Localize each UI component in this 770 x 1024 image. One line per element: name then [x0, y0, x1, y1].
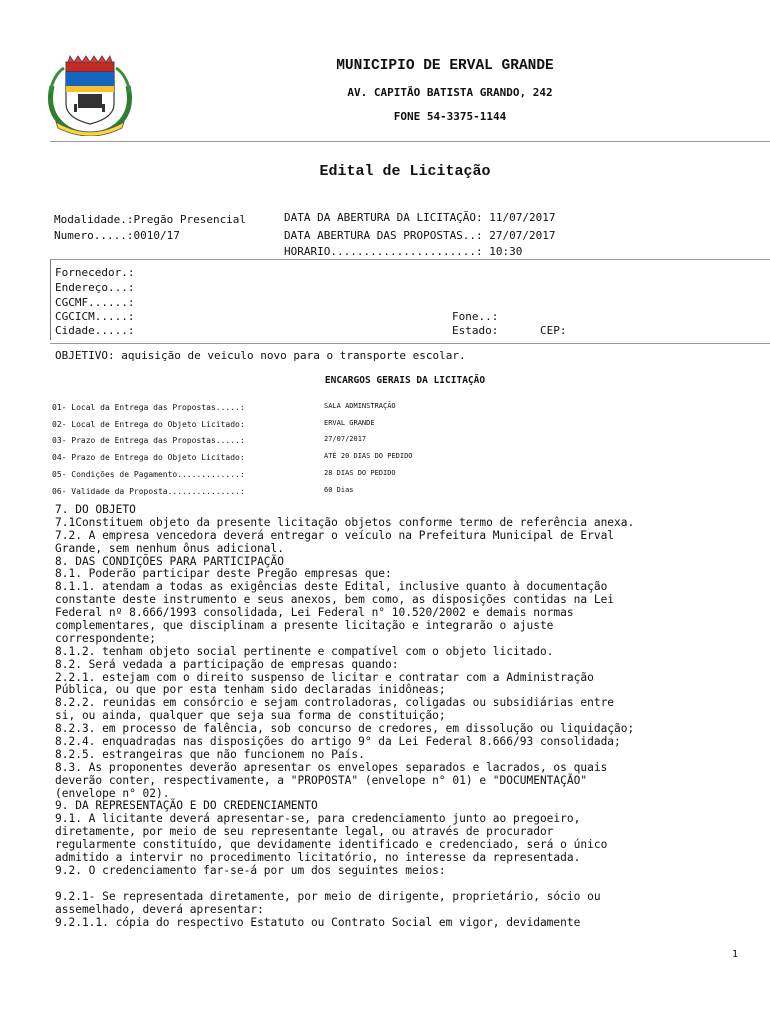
fone-field: Fone..: [452, 310, 499, 323]
body-line: assemelhado, deverá apresentar: [55, 902, 264, 916]
encargos-title: ENCARGOS GERAIS DA LICITAÇÃO [324, 375, 486, 386]
body-line: 7.1Constituem objeto da presente licitação objetos conforme termo de referência anexa. [55, 515, 635, 529]
body-line: correspondente; [55, 631, 157, 645]
page-number: 1 [732, 949, 739, 960]
encargo-label: 05- Condições de Pagamento.............: [52, 470, 245, 479]
cgcicm-field: CGCICM.....: [55, 310, 135, 323]
encargo-value: ERVAL GRANDE [324, 419, 375, 427]
body-line: (envelope n° 02). [55, 786, 170, 800]
body-line: Pública, ou que por esta tenham sido declaradas inidôneas; [55, 683, 446, 697]
numero-field: Numero.....:0010/17 [54, 229, 180, 242]
body-line: 8.2.4. enquadradas nas disposições do artigo 9° da Lei Federal 8.666/93 consolidada; [55, 735, 621, 749]
header-divider [50, 141, 770, 142]
horario-field: HORARIO......................: 10:30 [284, 245, 523, 258]
body-line: 8.2. Será vedada a participação de empresas quando: [55, 657, 399, 671]
body-line: 8.2.3. em processo de falência, sob concurso de credores, em dissolução ou liquidação; [55, 722, 635, 736]
encargo-label: 02- Local de Entrega do Objeto Licitado: [52, 420, 245, 429]
body-line: 8. DAS CONDIÇÕES PARA PARTICIPAÇÃO [55, 554, 285, 568]
body-line: constante deste instrumento e seus anexos, bem como, as disposições contidas na Lei [55, 593, 615, 607]
encargo-value: 28 DIAS DO PEDIDO [324, 469, 396, 477]
body-line: 9.2.1- Se representada diretamente, por meio de dirigente, proprietário, sócio ou [55, 889, 601, 903]
body-line: 7.2. A empresa vencedora deverá entregar o veículo na Prefeitura Municipal de Erval [55, 528, 615, 542]
body-line: 8.1. Poderão participar deste Pregão empresas que: [55, 567, 392, 581]
supplier-divider [50, 343, 770, 344]
body-line: 8.2.2. reunidas em consórcio e sejam controladoras, coligadas ou subsidiárias entre [55, 696, 615, 710]
municipality-name: MUNICIPIO DE ERVAL GRANDE [336, 58, 554, 74]
body-line: 8.1.2. tenham objeto social pertinente e compatível com o objeto licitado. [55, 644, 554, 658]
encargo-value: 27/07/2017 [324, 435, 367, 443]
body-line: Federal nº 8.666/1993 consolidada, Lei Federal n° 10.520/2002 e demais normas [55, 606, 574, 620]
body-line: 2.2.1. estejam com o direito suspenso de licitar e contratar com a Administração [55, 670, 594, 684]
body-line: 8.1.1. atendam a todas as exigências deste Edital, inclusive quanto à documentação [55, 580, 608, 594]
body-line: 7. DO OBJETO [55, 503, 136, 516]
encargo-value: ATÉ 20 DIAS DO PEDIDO [324, 452, 413, 460]
body-line: 8.2.5. estrangeiras que não funcionem no País. [55, 747, 365, 761]
encargo-value: SALA ADMINSTRAÇÃO [324, 402, 396, 410]
body-line [55, 878, 755, 891]
body-line: 9.1. A licitante deverá apresentar-se, para credenciamento junto ao pregoeiro, [55, 812, 581, 826]
modalidade-field: Modalidade.:Pregão Presencial [54, 213, 247, 226]
body-line: admitido a intervir no procedimento licitatório, no interesse da representada. [55, 851, 581, 865]
body-line: 8.3. As proponentes deverão apresentar os envelopes separados e lacrados, os quais [55, 760, 608, 774]
body-line: 9. DA REPRESENTAÇÃO E DO CREDENCIAMENTO [55, 799, 318, 813]
data-abertura-field: DATA DA ABERTURA DA LICITAÇÃO: 11/07/2017 [284, 211, 556, 224]
encargo-label: 01- Local da Entrega das Propostas.....: [52, 403, 245, 412]
estado-field: Estado: [452, 324, 499, 337]
body-line: diretamente, por meio de seu representante legal, ou através de procurador [55, 825, 554, 839]
objetivo-text: OBJETIVO: aquisição de veiculo novo para o transporte escolar. [55, 349, 466, 362]
cgcmf-field: CGCMF......: [55, 296, 135, 309]
encargo-label: 03- Prazo de Entrega das Propostas.....: [52, 436, 245, 445]
body-line: 9.2. O credenciamento far-se-á por um dos seguintes meios: [55, 863, 446, 877]
body-line: si, ou ainda, qualquer que seja sua forma de constituição; [55, 709, 446, 723]
supplier-box [50, 260, 770, 340]
body-line: deverão conter, respectivamente, a "PROPOSTA" (envelope n° 01) e "DOCUMENTAÇÃO" [55, 773, 588, 787]
body-line: Grande, sem nenhum ônus adicional. [55, 541, 285, 555]
encargo-value: 60 Dias [324, 486, 354, 494]
document-title: Edital de Licitação [319, 163, 491, 180]
body-line: complementares, que disciplinam a presente licitação e integrarão o ajuste [55, 619, 554, 633]
data-propostas-field: DATA ABERTURA DAS PROPOSTAS..: 27/07/2017 [284, 229, 556, 242]
edital-body [55, 504, 755, 929]
endereco-field: Endereço...: [55, 281, 135, 294]
cidade-field: Cidade.....: [55, 324, 135, 337]
municipality-phone: FONE 54-3375-1144 [393, 110, 507, 123]
encargo-label: 04- Prazo de Entrega do Objeto Licitado: [52, 453, 245, 462]
cep-field: CEP: [540, 324, 567, 337]
body-line: 9.2.1.1. cópia do respectivo Estatuto ou Contrato Social em vigor, devidamente [55, 915, 581, 929]
municipality-address: AV. CAPITÃO BATISTA GRANDO, 242 [347, 86, 553, 99]
fornecedor-field: Fornecedor.: [55, 266, 135, 279]
body-line: regularmente constituído, que devidamente identificado e credenciado, será o único [55, 838, 608, 852]
encargo-label: 06- Validade da Proposta...............: [52, 487, 245, 496]
